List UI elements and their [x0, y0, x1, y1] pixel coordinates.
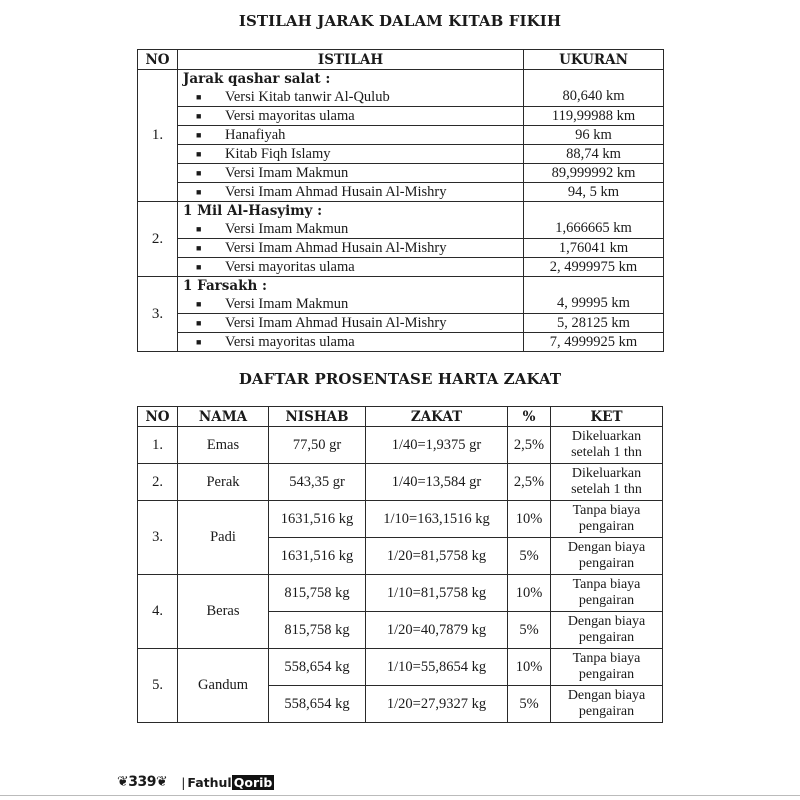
- table2-row: [138, 575, 663, 612]
- square-bullet-icon: ■: [196, 262, 202, 272]
- percent-value: 10%: [508, 501, 551, 538]
- item-label: Hanafiyah: [225, 127, 286, 143]
- group-title: 1 Farsakh :: [183, 278, 267, 294]
- nishab-value: 558,654 kg: [269, 649, 366, 686]
- asset-name: Beras: [178, 575, 269, 649]
- table1-row: [138, 314, 664, 333]
- percent-value: 5%: [508, 612, 551, 649]
- ukuran-value: 96 km: [524, 126, 664, 145]
- header-istilah: ISTILAH: [178, 50, 524, 70]
- group-number: 2.: [138, 202, 178, 277]
- ket-line-2: pengairan: [578, 593, 635, 608]
- asset-name: Emas: [178, 427, 269, 464]
- row-number: 4.: [138, 575, 178, 649]
- table2-row: [138, 649, 663, 686]
- table1-row: [138, 333, 664, 352]
- square-bullet-icon: ■: [196, 187, 202, 197]
- table1-row: [138, 70, 664, 107]
- percent-value: 10%: [508, 575, 551, 612]
- item-label: Versi Imam Ahmad Husain Al-Mishry: [225, 240, 447, 256]
- zakat-value: 1/20=40,7879 kg: [366, 612, 508, 649]
- group-number: 1.: [138, 70, 178, 202]
- nishab-value: 543,35 gr: [269, 464, 366, 501]
- item-label: Versi Imam Ahmad Husain Al-Mishry: [225, 315, 447, 331]
- list-item: [178, 126, 523, 144]
- header-zakat: ZAKAT: [366, 407, 508, 427]
- distance-terms-table: [137, 49, 664, 352]
- ket-line-1: Dengan biaya: [567, 540, 646, 555]
- ukuran-value: 80,640 km: [524, 70, 664, 107]
- ukuran-value: 119,99988 km: [524, 107, 664, 126]
- list-item: [178, 145, 523, 163]
- ukuran-value: 2, 4999975 km: [524, 258, 664, 277]
- table2-title: DAFTAR PROSENTASE HARTA ZAKAT: [238, 370, 562, 388]
- divider-bar: |: [181, 774, 186, 790]
- item-label: Kitab Fiqh Islamy: [225, 146, 331, 162]
- istilah-cell: [178, 183, 524, 202]
- item-label: Versi Imam Makmun: [225, 296, 349, 312]
- table1-row: [138, 164, 664, 183]
- ukuran-value: 94, 5 km: [524, 183, 664, 202]
- row-number: 3.: [138, 501, 178, 575]
- square-bullet-icon: ■: [196, 224, 202, 234]
- ket-line-1: Tanpa biaya: [572, 503, 641, 518]
- square-bullet-icon: ■: [196, 149, 202, 159]
- square-bullet-icon: ■: [196, 337, 202, 347]
- nishab-value: 815,758 kg: [269, 575, 366, 612]
- asset-name: Perak: [178, 464, 269, 501]
- table2-row: [138, 464, 663, 501]
- brand-logo: [181, 775, 274, 790]
- page-footer: [117, 774, 274, 790]
- asset-name: Gandum: [178, 649, 269, 723]
- istilah-cell: [178, 314, 524, 333]
- header-no: NO: [138, 50, 178, 70]
- table1-row: [138, 107, 664, 126]
- header-nama: NAMA: [178, 407, 269, 427]
- table1-row: [138, 239, 664, 258]
- table1-row: [138, 277, 664, 314]
- brand-highlight: Qorib: [233, 774, 273, 790]
- list-item: [178, 258, 523, 276]
- ukuran-value: 1,76041 km: [524, 239, 664, 258]
- footer-divider: [0, 795, 800, 796]
- list-item: [178, 107, 523, 125]
- table1-row: [138, 126, 664, 145]
- ket-line-2: setelah 1 thn: [571, 445, 642, 460]
- brand-plain: Fathul: [187, 774, 232, 790]
- list-item: [178, 220, 523, 238]
- istilah-cell: [178, 239, 524, 258]
- table1-title: ISTILAH JARAK DALAM KITAB FIKIH: [238, 12, 562, 30]
- item-label: Versi mayoritas ulama: [225, 259, 355, 275]
- page-number: ❦339❦: [117, 774, 168, 790]
- ukuran-value: 7, 4999925 km: [524, 333, 664, 352]
- header-ket: KET: [551, 407, 663, 427]
- square-bullet-icon: ■: [196, 111, 202, 121]
- ket-line-2: pengairan: [578, 556, 635, 571]
- istilah-cell: [178, 333, 524, 352]
- square-bullet-icon: ■: [196, 168, 202, 178]
- asset-name: Padi: [178, 501, 269, 575]
- ket-cell: [551, 575, 663, 612]
- ukuran-value: 88,74 km: [524, 145, 664, 164]
- ukuran-value: 1,666665 km: [524, 202, 664, 239]
- percent-value: 5%: [508, 686, 551, 723]
- square-bullet-icon: ■: [196, 130, 202, 140]
- nishab-value: 1631,516 kg: [269, 501, 366, 538]
- istilah-cell: [178, 277, 524, 314]
- item-label: Versi Imam Makmun: [225, 165, 349, 181]
- nishab-value: 77,50 gr: [269, 427, 366, 464]
- group-title: 1 Mil Al-Hasyimy :: [183, 203, 323, 219]
- zakat-value: 1/10=55,8654 kg: [366, 649, 508, 686]
- group-number: 3.: [138, 277, 178, 352]
- istilah-cell: [178, 258, 524, 277]
- square-bullet-icon: ■: [196, 243, 202, 253]
- ukuran-value: 89,999992 km: [524, 164, 664, 183]
- percent-value: 2,5%: [508, 427, 551, 464]
- list-item: [178, 295, 523, 313]
- istilah-cell: [178, 164, 524, 183]
- table1-row: [138, 145, 664, 164]
- table1-row: [138, 183, 664, 202]
- percent-value: 5%: [508, 538, 551, 575]
- istilah-cell: [178, 202, 524, 239]
- ukuran-value: 5, 28125 km: [524, 314, 664, 333]
- table2-row: [138, 427, 663, 464]
- list-item: [178, 333, 523, 351]
- table1-header-row: [138, 50, 664, 70]
- item-label: Versi mayoritas ulama: [225, 108, 355, 124]
- list-item: [178, 239, 523, 257]
- row-number: 1.: [138, 427, 178, 464]
- list-item: [178, 314, 523, 332]
- table2-header-row: [138, 407, 663, 427]
- zakat-value: 1/40=1,9375 gr: [366, 427, 508, 464]
- ket-line-2: pengairan: [578, 667, 635, 682]
- table2-row: [138, 501, 663, 538]
- square-bullet-icon: ■: [196, 299, 202, 309]
- table1-row: [138, 202, 664, 239]
- ket-line-2: pengairan: [578, 704, 635, 719]
- list-item: [178, 164, 523, 182]
- percent-value: 2,5%: [508, 464, 551, 501]
- header-ukuran: UKURAN: [524, 50, 664, 70]
- ket-line-2: pengairan: [578, 630, 635, 645]
- item-label: Versi Imam Ahmad Husain Al-Mishry: [225, 184, 447, 200]
- ket-line-1: Dengan biaya: [567, 688, 646, 703]
- zakat-value: 1/20=27,9327 kg: [366, 686, 508, 723]
- ket-line-2: pengairan: [578, 519, 635, 534]
- item-label: Versi Kitab tanwir Al-Qulub: [225, 89, 390, 105]
- ket-cell: [551, 686, 663, 723]
- header-no: NO: [138, 407, 178, 427]
- item-label: Versi Imam Makmun: [225, 221, 349, 237]
- istilah-cell: [178, 70, 524, 107]
- ket-line-1: Tanpa biaya: [572, 651, 641, 666]
- square-bullet-icon: ■: [196, 318, 202, 328]
- ket-cell: [551, 501, 663, 538]
- square-bullet-icon: ■: [196, 92, 202, 102]
- ket-line-1: Dikeluarkan: [571, 466, 642, 481]
- header-nishab: NISHAB: [269, 407, 366, 427]
- item-label: Versi mayoritas ulama: [225, 334, 355, 350]
- zakat-percentage-table: [137, 406, 663, 723]
- percent-value: 10%: [508, 649, 551, 686]
- group-title: Jarak qashar salat :: [183, 71, 331, 87]
- nishab-value: 1631,516 kg: [269, 538, 366, 575]
- row-number: 5.: [138, 649, 178, 723]
- ket-cell: [551, 538, 663, 575]
- ket-line-1: Tanpa biaya: [572, 577, 641, 592]
- ket-line-1: Dengan biaya: [567, 614, 646, 629]
- ukuran-value: 4, 99995 km: [524, 277, 664, 314]
- zakat-value: 1/40=13,584 gr: [366, 464, 508, 501]
- ket-line-1: Dikeluarkan: [571, 429, 642, 444]
- ket-line-2: setelah 1 thn: [571, 482, 642, 497]
- istilah-cell: [178, 145, 524, 164]
- header-percent: %: [508, 407, 551, 427]
- ket-cell: [551, 427, 663, 464]
- list-item: [178, 88, 523, 106]
- zakat-value: 1/10=163,1516 kg: [366, 501, 508, 538]
- ket-cell: [551, 464, 663, 501]
- zakat-value: 1/10=81,5758 kg: [366, 575, 508, 612]
- ket-cell: [551, 612, 663, 649]
- ornament-right-icon: ❦: [155, 774, 168, 790]
- istilah-cell: [178, 126, 524, 145]
- nishab-value: 558,654 kg: [269, 686, 366, 723]
- list-item: [178, 183, 523, 201]
- zakat-value: 1/20=81,5758 kg: [366, 538, 508, 575]
- row-number: 2.: [138, 464, 178, 501]
- ornament-left-icon: ❦: [117, 774, 129, 790]
- istilah-cell: [178, 107, 524, 126]
- table1-row: [138, 258, 664, 277]
- ket-cell: [551, 649, 663, 686]
- nishab-value: 815,758 kg: [269, 612, 366, 649]
